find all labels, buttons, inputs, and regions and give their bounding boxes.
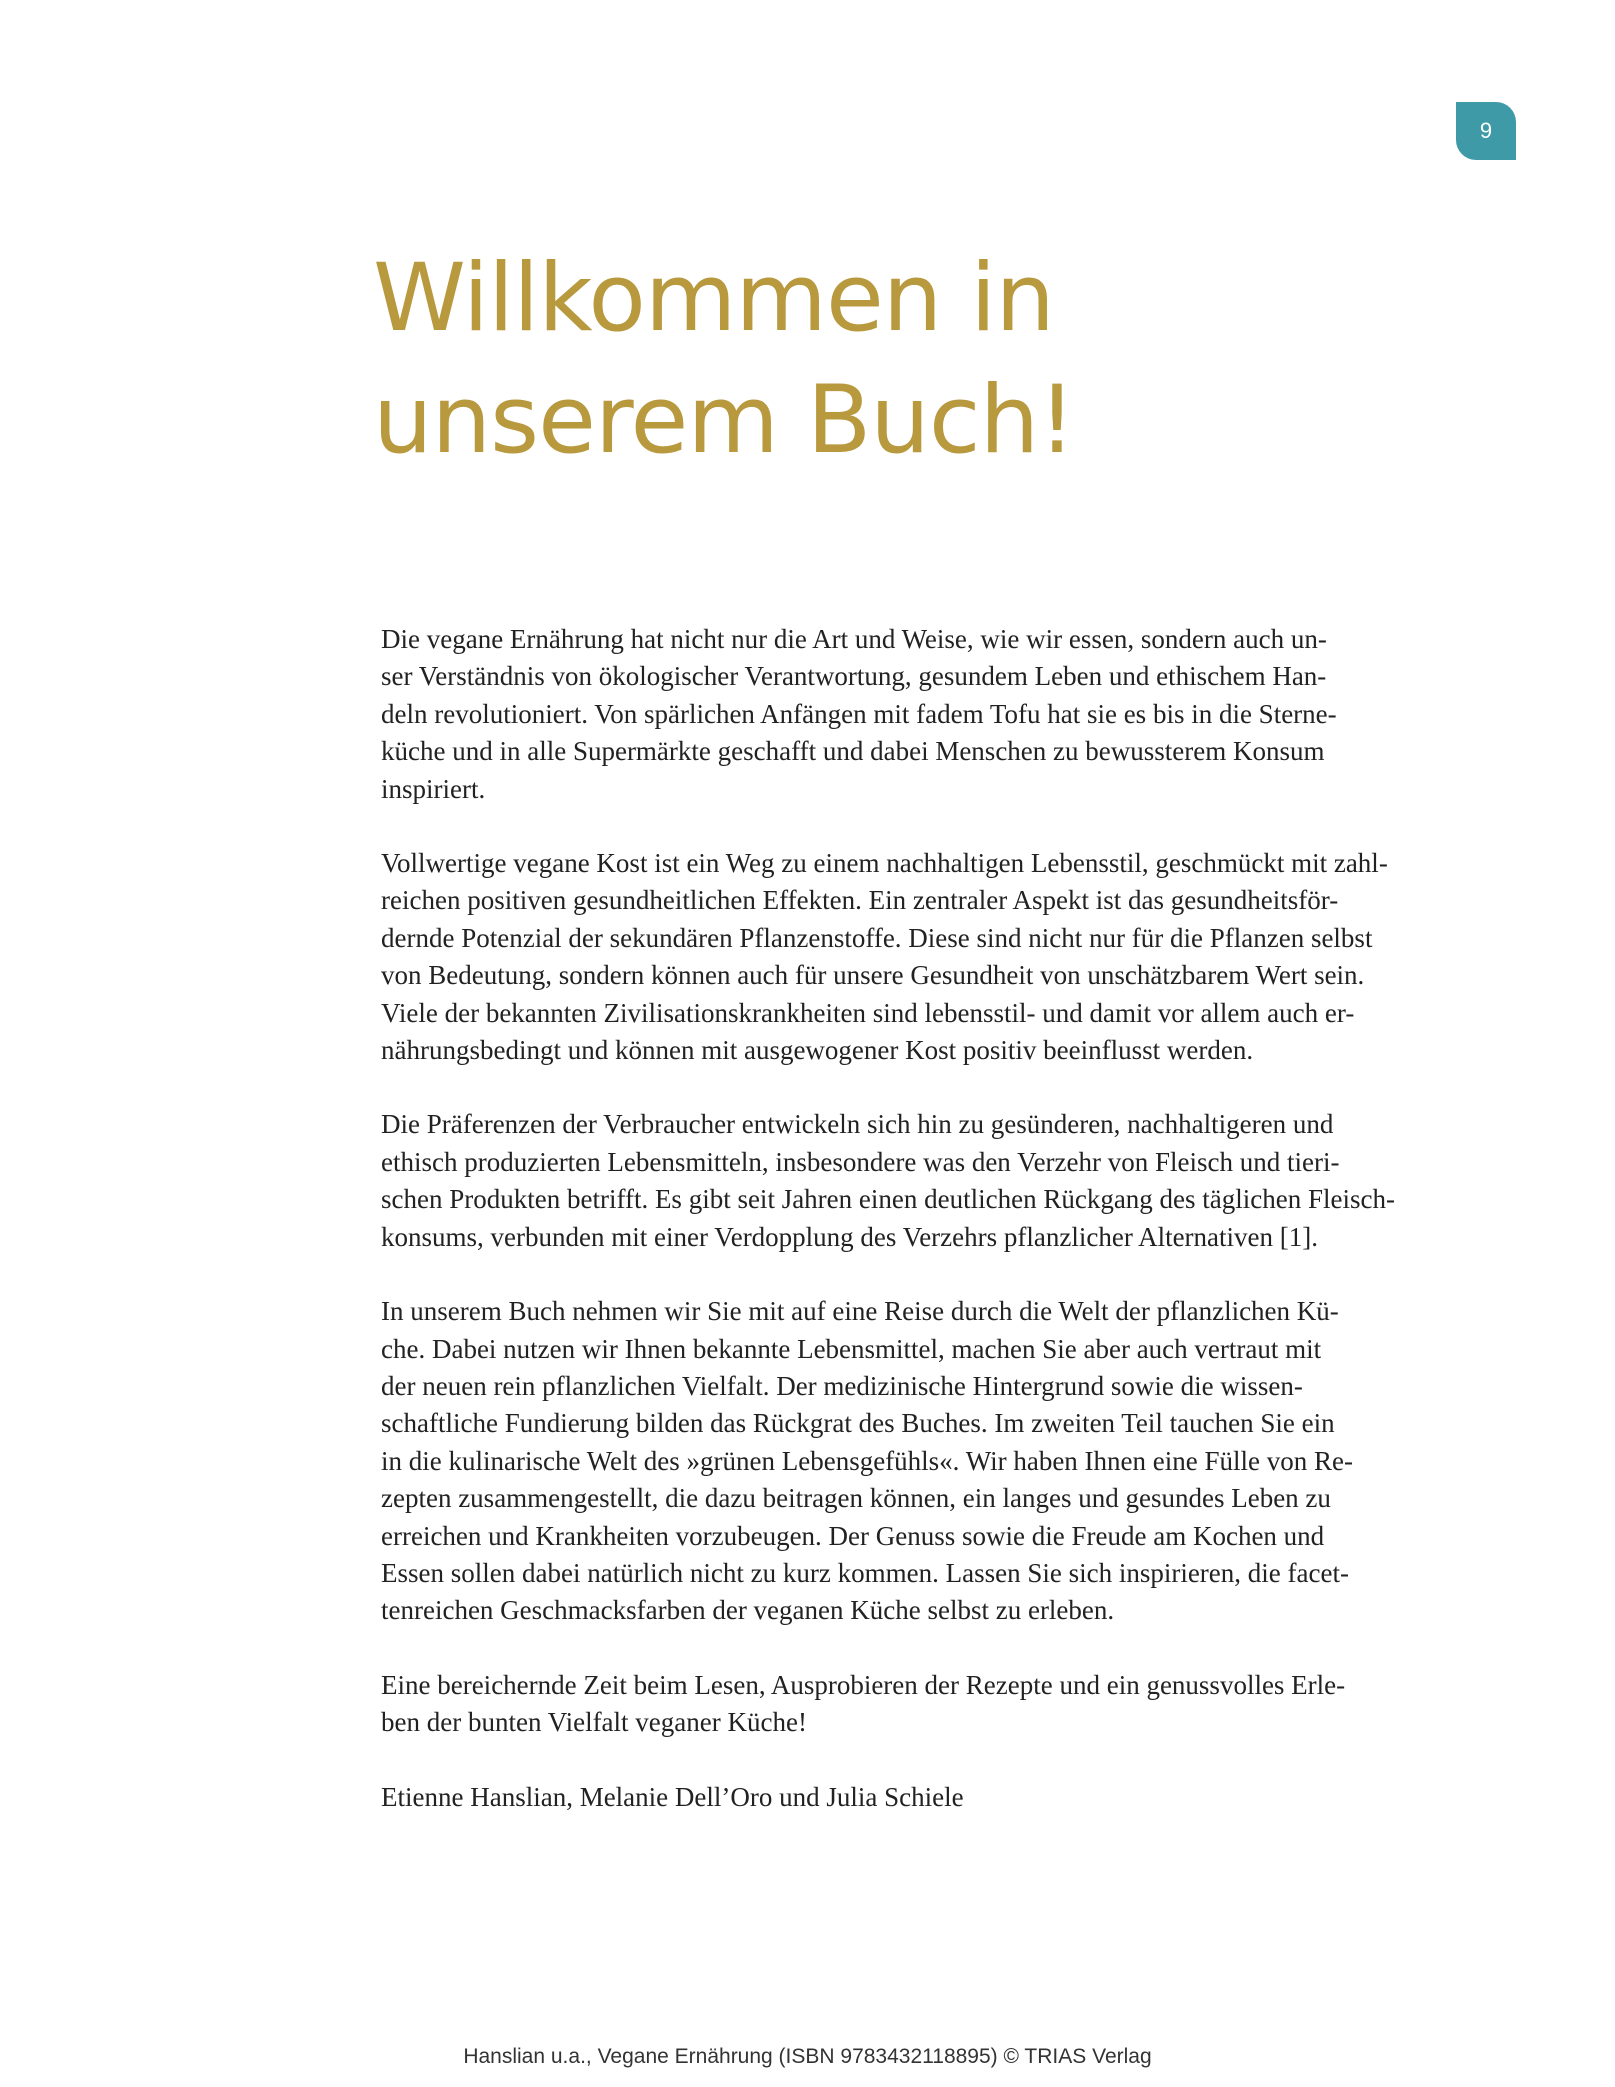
text-line: Eine bereichernde Zeit beim Lesen, Ausprobieren der Rezepte und ein genussvolles Erle- [381,1669,1346,1700]
text-line: reichen positiven gesundheitlichen Effekten. Ein zentraler Aspekt ist das gesundheitsför- [381,885,1339,916]
text-line: Die vegane Ernährung hat nicht nur die Art und Weise, wie wir essen, sondern auch un- [381,624,1327,654]
text-line: küche und in alle Supermärkte geschafft und dabei Menschen zu bewussterem Konsum [381,736,1325,767]
text-line: che. Dabei nutzen wir Ihnen bekannte Lebensmittel, machen Sie aber auch vertraut mit [381,1333,1322,1364]
text-line: ser Verständnis von ökologischer Verantwortung, gesundem Leben und ethischem Han- [381,661,1327,692]
page-title [373,238,1273,482]
text-line: in die kulinarische Welt des »grünen Lebensgefühls«. Wir haben Ihnen eine Fülle von Re- [381,1445,1353,1476]
text-line: Essen sollen dabei natürlich nicht zu kurz kommen. Lassen Sie sich inspirieren, die facet- [381,1557,1349,1588]
text-line: schaftliche Fundierung bilden das Rückgrat des Buches. Im zweiten Teil tauchen Sie ein [381,1408,1335,1439]
paragraph-closing [381,1667,1421,1742]
text-line: inspiriert. [381,773,486,804]
text-line: tenreichen Geschmacksfarben der veganen Küche selbst zu erleben. [381,1595,1115,1626]
text-line: erreichen und Krankheiten vorzubeugen. Der Genuss sowie die Freude am Kochen und [381,1520,1325,1551]
paragraph-vollwertig [381,845,1421,1069]
page-number-badge: 9 [1456,102,1516,160]
title-line: Willkommen in [373,244,1054,353]
text-line: schen Produkten betrifft. Es gibt seit Jahren einen deutlichen Rückgang des täglichen Fleisch- [381,1184,1395,1215]
text-line: zepten zusammengestellt, die dazu beitragen können, ein langes und gesundes Leben zu [381,1483,1331,1514]
text-line: nährungsbedingt und können mit ausgewogener Kost positiv beeinflusst werden. [381,1035,1254,1066]
text-line: konsums, verbunden mit einer Verdopplung des Verzehrs pflanzlicher Alternativen [1]. [381,1221,1318,1252]
text-line: von Bedeutung, sondern können auch für unsere Gesundheit von unschätzbarem Wert sein. [381,960,1365,991]
body-text [381,621,1421,1816]
text-line: ethisch produzierten Lebensmitteln, insbesondere was den Verzehr von Fleisch und tieri- [381,1146,1340,1177]
text-line: ben der bunten Vielfalt veganer Küche! [381,1707,807,1738]
paragraph-buch [381,1293,1421,1630]
text-line: der neuen rein pflanzlichen Vielfalt. Der medizinische Hintergrund sowie die wissen- [381,1370,1303,1401]
text-line: Viele der bekannten Zivilisationskrankheiten sind lebensstil- und damit vor allem auch er- [381,997,1355,1028]
text-line: Die Präferenzen der Verbraucher entwickeln sich hin zu gesünderen, nachhaltigeren und [381,1109,1334,1140]
title-line: unserem Buch! [373,366,1075,475]
page-footer-citation: Hanslian u.a., Vegane Ernährung (ISBN 9783432118895) © TRIAS Verlag [463,2045,1152,2068]
text-line: deln revolutioniert. Von spärlichen Anfängen mit fadem Tofu hat sie es bis in die Sterne- [381,698,1337,729]
text-line: dernde Potenzial der sekundären Pflanzenstoffe. Diese sind nicht nur für die Pflanzen selbst [381,922,1373,953]
text-line: In unserem Buch nehmen wir Sie mit auf eine Reise durch die Welt der pflanzlichen Kü- [381,1296,1339,1327]
text-line: Vollwertige vegane Kost ist ein Weg zu einem nachhaltigen Lebensstil, geschmückt mit zahl- [381,848,1388,879]
paragraph-praeferenzen [381,1106,1421,1256]
authors-signature: Etienne Hanslian, Melanie Dell’Oro und Julia Schiele [381,1781,964,1812]
paragraph-intro [381,621,1421,808]
